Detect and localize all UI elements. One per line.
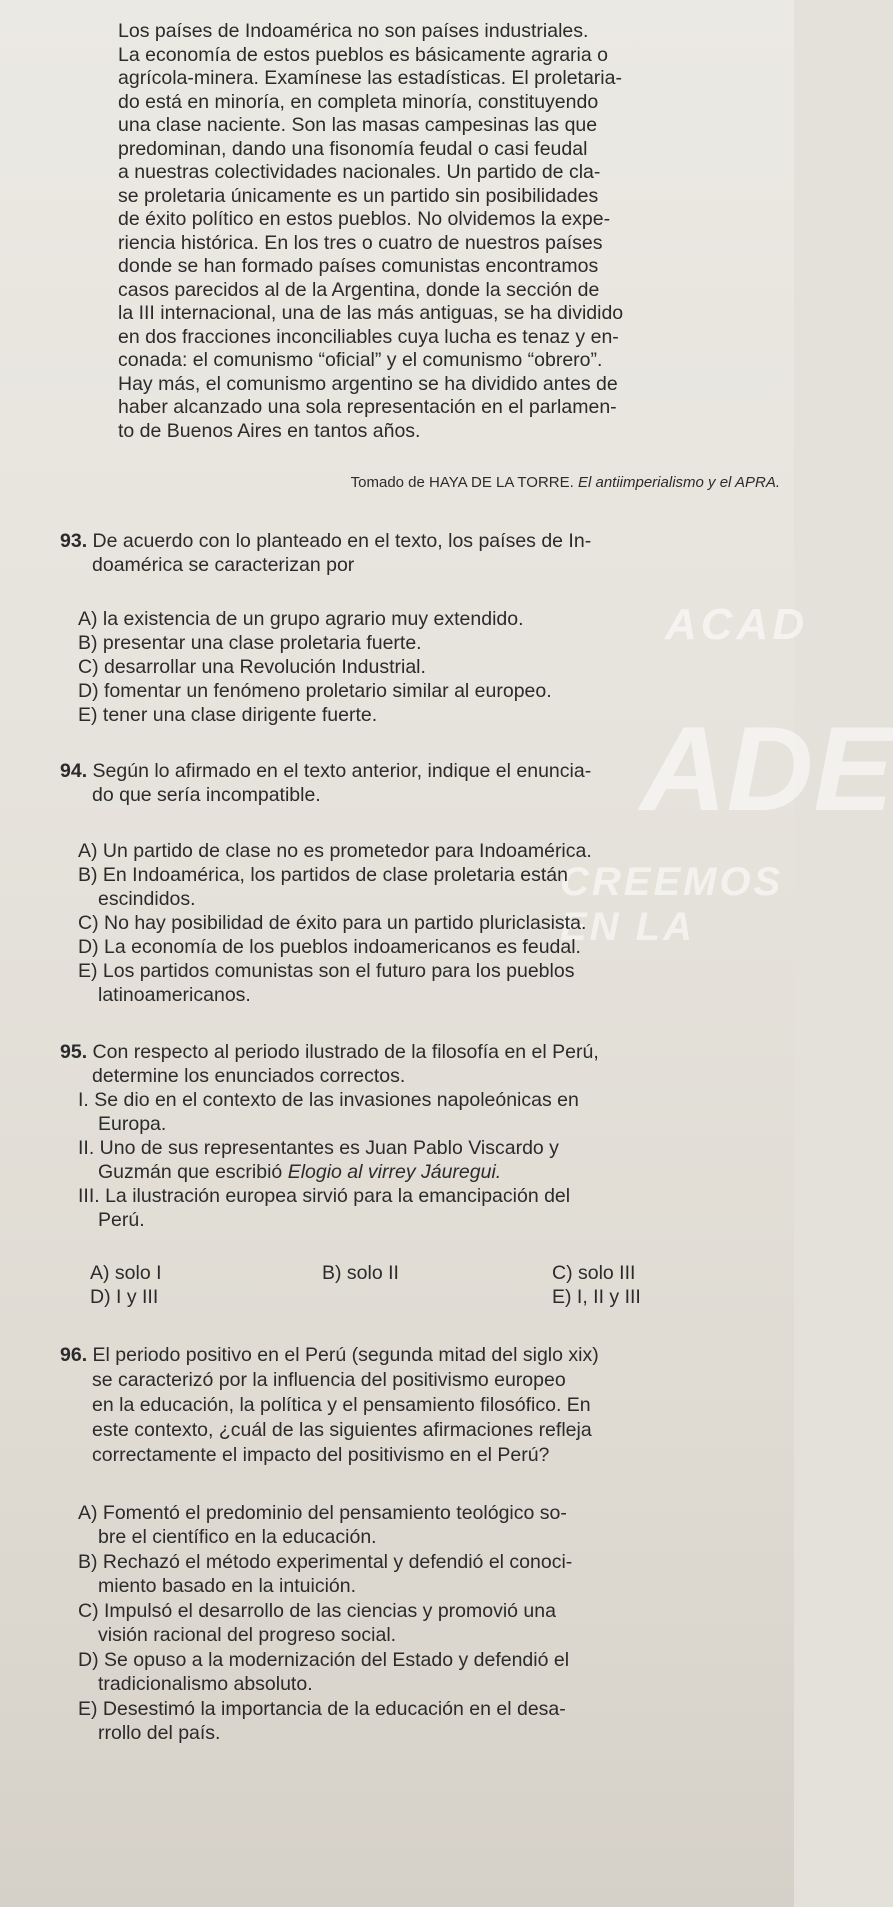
option-e[interactable]: E) Los partidos comunistas son el futuro para los pueblos bbox=[78, 960, 575, 982]
statement-i-cont: Europa. bbox=[98, 1113, 167, 1135]
option-e-cont: rrollo del país. bbox=[98, 1722, 221, 1744]
option-c-cont: visión racional del progreso social. bbox=[98, 1624, 397, 1646]
option-b[interactable]: B) Rechazó el método experimental y defendió el conoci- bbox=[78, 1551, 573, 1573]
option-b[interactable]: B) presentar una clase proletaria fuerte. bbox=[78, 632, 422, 654]
passage-line: a nuestras colectividades nacionales. Un partido de cla- bbox=[118, 161, 601, 183]
option-b-cont: escindidos. bbox=[98, 888, 196, 910]
question-stem: Con respecto al periodo ilustrado de la filosofía en el Perú, bbox=[92, 1041, 599, 1063]
passage-line: una clase naciente. Son las masas campesinas las que bbox=[118, 114, 598, 136]
question-stem-line: do que sería incompatible. bbox=[92, 784, 321, 806]
option-a-cont: bre el científico en la educación. bbox=[98, 1526, 377, 1548]
option-a[interactable]: A) Fomentó el predominio del pensamiento teológico so- bbox=[78, 1502, 567, 1524]
question-number: 93. bbox=[60, 530, 88, 552]
watermark-text: CREEMOS EN LA bbox=[560, 860, 784, 949]
statement-iii: III. La ilustración europea sirvió para la emancipación del bbox=[78, 1185, 571, 1207]
statement-i: I. Se dio en el contexto de las invasiones napoleónicas en bbox=[78, 1089, 579, 1111]
passage-line: donde se han formado países comunistas encontramos bbox=[118, 255, 599, 277]
passage-line: agrícola-minera. Examínese las estadísticas. El proletaria- bbox=[118, 67, 622, 89]
option-e-cont: latinoamericanos. bbox=[98, 984, 251, 1006]
option-c[interactable]: C) solo III bbox=[552, 1262, 636, 1284]
source-title: El antiimperialismo y el APRA. bbox=[577, 474, 780, 491]
option-d[interactable]: D) Se opuso a la modernización del Estado y defendió el bbox=[78, 1649, 570, 1671]
question-stem-line: en la educación, la política y el pensamiento filosófico. En bbox=[92, 1394, 591, 1416]
passage-line: La economía de estos pueblos es básicamente agraria o bbox=[118, 43, 608, 66]
question-94 bbox=[60, 760, 730, 784]
question-number: 94. bbox=[60, 760, 88, 782]
question-stem-line: este contexto, ¿cuál de las siguientes afirmaciones refleja bbox=[92, 1419, 592, 1441]
question-96 bbox=[60, 1344, 730, 1368]
statement-iii-cont: Perú. bbox=[98, 1209, 145, 1231]
question-stem: De acuerdo con lo planteado en el texto, los países de In- bbox=[92, 530, 592, 552]
passage-line: en dos fracciones inconciliables cuya lucha es tenaz y en- bbox=[118, 325, 619, 348]
passage-source bbox=[220, 474, 780, 491]
option-c[interactable]: C) desarrollar una Revolución Industrial. bbox=[78, 656, 426, 678]
statement-ii-cont bbox=[98, 1161, 748, 1185]
source-author: Tomado de HAYA DE LA TORRE. bbox=[350, 474, 574, 491]
passage-line: to de Buenos Aires en tantos años. bbox=[118, 419, 421, 442]
option-d[interactable]: D) La economía de los pueblos indoamericanos es feudal. bbox=[78, 936, 581, 958]
statement-text: Guzmán que escribió bbox=[98, 1161, 288, 1183]
passage-line: conada: el comunismo “oficial” y el comunismo “obrero”. bbox=[118, 349, 603, 371]
option-a[interactable]: A) la existencia de un grupo agrario muy extendido. bbox=[78, 608, 524, 630]
question-stem-line: correctamente el impacto del positivismo en el Perú? bbox=[92, 1444, 550, 1466]
work-title: Elogio al virrey Jáuregui. bbox=[287, 1161, 502, 1183]
option-c[interactable]: C) Impulsó el desarrollo de las ciencias y promovió una bbox=[78, 1600, 556, 1622]
passage-line: Los países de Indoamérica no son países industriales. bbox=[118, 20, 589, 42]
option-d[interactable]: D) fomentar un fenómeno proletario similar al europeo. bbox=[78, 680, 552, 702]
option-a[interactable]: A) Un partido de clase no es prometedor para Indoamérica. bbox=[78, 840, 592, 862]
statement-ii: II. Uno de sus representantes es Juan Pablo Viscardo y bbox=[78, 1137, 559, 1159]
option-e[interactable]: E) I, II y III bbox=[552, 1286, 641, 1308]
option-e[interactable]: E) tener una clase dirigente fuerte. bbox=[78, 704, 378, 726]
passage-line: haber alcanzado una sola representación en el parlamen- bbox=[118, 396, 617, 418]
option-d[interactable]: D) I y III bbox=[90, 1286, 159, 1308]
passage-line: casos parecidos al de la Argentina, donde la sección de bbox=[118, 278, 600, 301]
watermark-text: ADE bbox=[640, 702, 893, 836]
question-93 bbox=[60, 530, 730, 554]
option-a[interactable]: A) solo I bbox=[90, 1262, 162, 1284]
passage-line: de éxito político en estos pueblos. No olvidemos la expe- bbox=[118, 208, 611, 230]
question-stem-line: doamérica se caracterizan por bbox=[92, 554, 355, 576]
watermark-text: ACAD bbox=[665, 600, 809, 649]
passage-line: se proletaria únicamente es un partido sin posibilidades bbox=[118, 184, 599, 207]
question-95 bbox=[60, 1041, 730, 1065]
reading-passage bbox=[118, 20, 728, 443]
option-b[interactable]: B) solo II bbox=[322, 1262, 399, 1284]
question-stem: El periodo positivo en el Perú (segunda mitad del siglo xix) bbox=[92, 1344, 599, 1366]
option-e[interactable]: E) Desestimó la importancia de la educación en el desa- bbox=[78, 1698, 566, 1720]
option-b-cont: miento basado en la intuición. bbox=[98, 1575, 357, 1597]
passage-line: do está en minoría, en completa minoría, constituyendo bbox=[118, 90, 599, 113]
passage-line: predominan, dando una fisonomía feudal o casi feudal bbox=[118, 137, 588, 160]
question-stem-line: determine los enunciados correctos. bbox=[92, 1065, 406, 1087]
question-stem-line: se caracterizó por la influencia del positivismo europeo bbox=[92, 1369, 566, 1391]
passage-line: riencia histórica. En los tres o cuatro de nuestros países bbox=[118, 231, 603, 254]
passage-line: la III internacional, una de las más antiguas, se ha dividido bbox=[118, 302, 624, 324]
question-stem: Según lo afirmado en el texto anterior, indique el enuncia- bbox=[92, 760, 592, 782]
question-number: 96. bbox=[60, 1344, 88, 1366]
question-number: 95. bbox=[60, 1041, 88, 1063]
option-b[interactable]: B) En Indoamérica, los partidos de clase proletaria están bbox=[78, 864, 568, 886]
passage-line: Hay más, el comunismo argentino se ha dividido antes de bbox=[118, 372, 618, 395]
option-c[interactable]: C) No hay posibilidad de éxito para un partido pluriclasista. bbox=[78, 912, 587, 934]
option-d-cont: tradicionalismo absoluto. bbox=[98, 1673, 313, 1695]
